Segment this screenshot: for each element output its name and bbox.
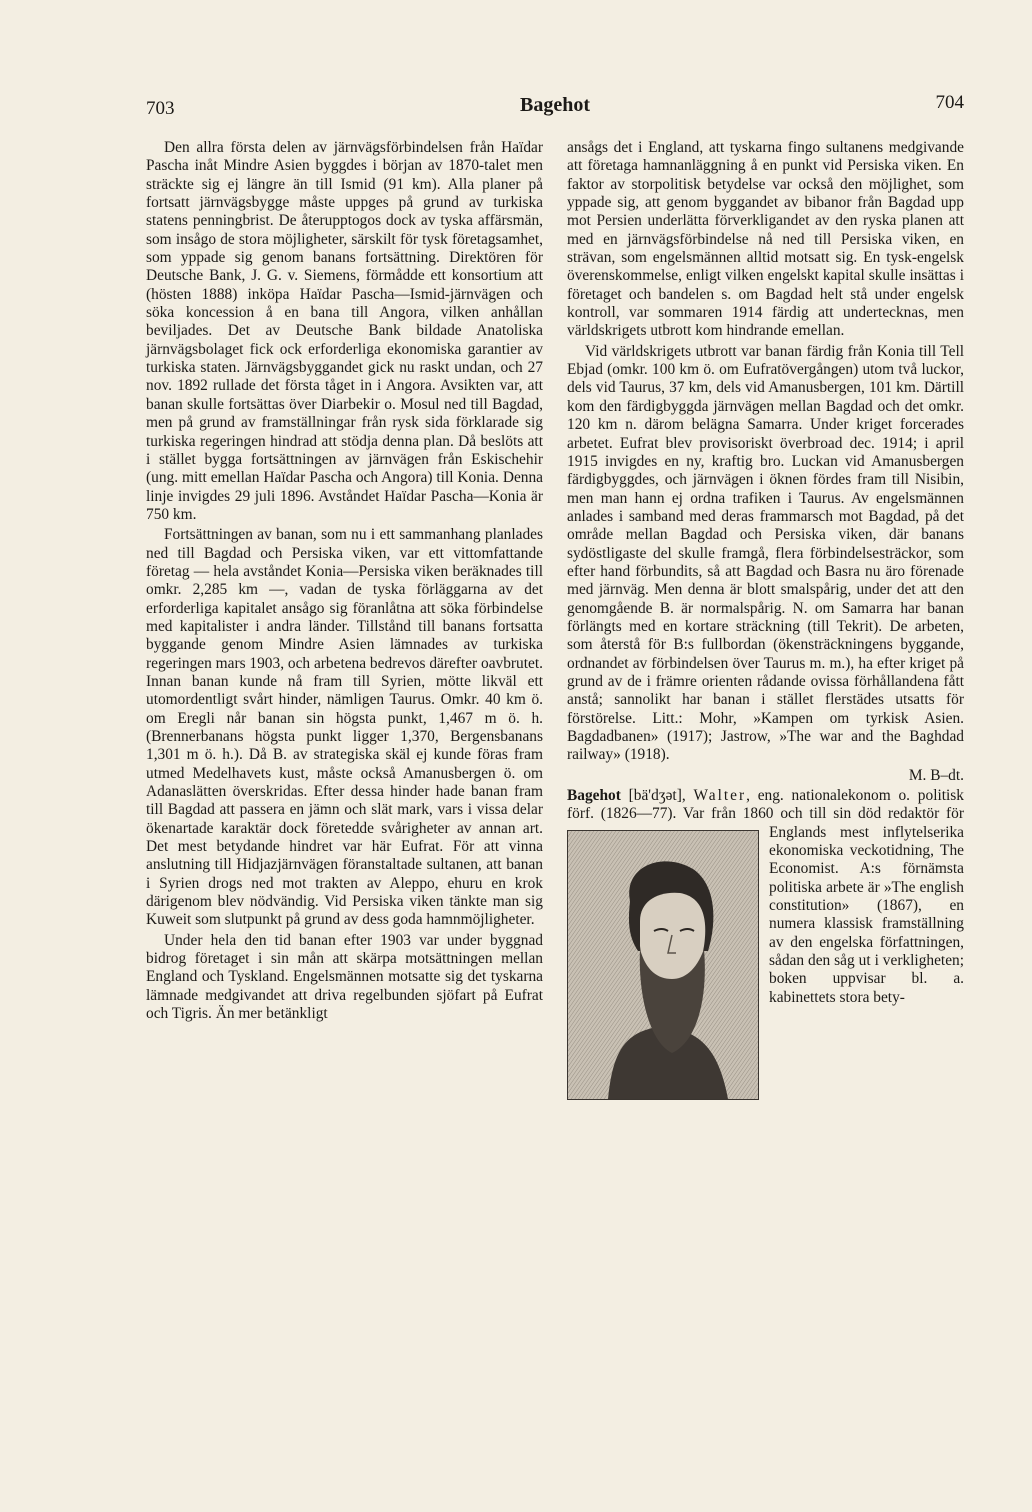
running-headword: Bagehot	[520, 94, 590, 116]
entry-bagehot	[567, 787, 964, 1007]
bearded-man-portrait-icon	[568, 831, 758, 1099]
page-header	[146, 92, 964, 122]
paragraph-railway-history: Den allra första delen av järnvägsförbindelsen från Haïdar Pascha inåt Mindre Asien byggdes i början av 1870-talet men sträckte sig ej längre än till Ismid (91 km). Alla planer på fortsatt järnvägsbygge måste uppges på grund av turkiska statens penningbrist. De återupptogos dock av tyska affärsmän, som insågo de stora möjligheter, särskilt för tysk företagsamhet, som yppade sig genom banans fortsättning. Direktören för Deutsche Bank, J. G. v. Siemens, förmådde ett konsortium att (hösten 1888) inköpa Haïdar Pascha—Ismid-järnvägen och söka koncession å en bana till Angora, vilken anhållan beviljades. Det av Deutsche Bank bildade Anatoliska järnvägsbolaget fick ock erforderliga ekonomiska garantier av turkiska staten. Järnvägsbyggandet gick nu raskt undan, och 27 nov. 1892 rullade det första tåget in i Angora. Avsikten var, att banan skulle fortsättas över Diarbekir o. Mosul ned till Bagdad, men på grund av framställningar från rysk sida förklarade sig turkiska regeringen hindrad att stödja denna plan. Då beslöts att i stället bygga fortsättningen av järnvägen från Eskischehir (ung. mitt emellan Haïdar Pascha och Angora) till Konia. Denna linje invigdes 29 juli 1896. Avståndet Haïdar Pascha—Konia är 750 km.	[146, 139, 543, 523]
entry-intro-text: , eng. nationalekonom o. politisk förf. (1826—77). Var från 1860 och till sin död redaktör för Eng	[567, 787, 964, 841]
left-column	[146, 139, 543, 1024]
paragraph-war-status: Vid världskrigets utbrott var banan färdig från Konia till Tell Ebjad (omkr. 100 km ö. om Eufratövergången) utom två luckor, dels vid Taurus, 37 km, dels vid Amanusbergen, 101 km. Därtill kom den färdigbyggda järnvägen mellan Bagdad och det omkr. 120 km n. därom belägna Samarra. Under kriget forcerades arbetet. Eufrat blev provisoriskt överbroad dec. 1914; i april 1915 invigdes en ny, kraftig bro. Luckan vid Amanusbergen färdigbyggdes, och järnvägen i öknen fördes fram till Nisibin, men man hann ej ordna trafiken i Taurus. Av engelsmännen anlades i samband med deras frammarsch mot Bagdad, på det område mellan Bagdad och Persiska viken, där banans sydöstligaste del skulle framgå, flera förbindelsesträckor, som efter hand förbundits, så att Bagdad och Basra nu äro förenade med järnväg. Men denna är blott smalspårig, under det att den genomgående B. är normalspårig. N. om Samarra har banan förlängts med en kortare sträckning (till Tekrit). De arbeten, som återstå för B:s fullbordan (ökensträckningens byggande, ordnandet av förbindelsen över Taurus m. m.), ha efter kriget på grund av de i främre orienten rådande ovissa förhållandena fått anstå; sannolikt har banan i stället flerstädes utsatts för förstörelse. Litt.: Mohr, »Kampen om tyrkisk Asien. Bagdadbanen» (1917); Jastrow, »The war and the Baghdad railway» (1918).	[567, 342, 964, 764]
entry-pronunciation: [bä'dʒət],	[620, 787, 694, 805]
paragraph-railway-continuation: Fortsättningen av banan, som nu i ett sammanhang planlades ned till Bagdad och Persiska viken, var ett vittomfattande företag — hela avståndet Konia—Persiska viken beräknades till omkr. 2,285 km —, vadan de tyska förläggarna av det erforderliga kapitalet ansågo sig föranlåtna att söka förbindelse med kapitalister i andra länder. Tillstånd till banans fortsatta byggande genom Mindre Asien lämnades av turkiska regeringen mars 1903, och arbetena bedrevos därefter oavbrutet. Innan banan kunde nå fram till Syrien, mötte likväl ett utomordentligt svårt hinder, nämligen Taurus. Omkr. 40 km ö. om Eregli når banan sin högsta punkt, 1,467 m ö. h. (Brennerbanans högsta punkt ligger 1,370, Bergensbanans 1,301 m ö. h.). Då B. av strategiska skäl ej kunde föras fram utmed Medelhavets kust, måste också Amanusbergen ö. om Adanaslätten överskridas. Efter dessa hinder hade banan fram till Bagdad att passera en jämn och slät mark, vars i vissa delar ökenartade karaktär dock företedde svårigheter av annan art. Det mest betydande hindret var här Eufrat. För att vinna anslutning till Hidjazjärnvägen föranstaltade sultanen, att banan i Syrien drogs ned mot trakten av Aleppo, ehuru en krok därigenom blev nödvändig. Vid Persiska viken tänkte man sig Kuweit som slutpunkt på grund av dess goda hamnmöjligheter.	[146, 526, 543, 929]
paragraph-anglo-german-rivalry: Under hela den tid banan efter 1903 var under byggnad bidrog företaget i sin mån att skärpa motsättningen mellan England och Tyskland. Engelsmännen motsatte sig det tyskarna lämnade medgivandet att driva regelbunden sjöfart på Eufrat och Tigris. Än mer betänkligt	[146, 931, 543, 1023]
portrait-engraving	[567, 830, 759, 1100]
page-number-left: 703	[146, 98, 175, 119]
page-number-right: 704	[935, 92, 964, 113]
entry-given-name: Walter	[693, 787, 747, 805]
right-column	[567, 139, 964, 1104]
author-signature: M. B–dt.	[908, 766, 964, 784]
paragraph-persian-gulf: ansågs det i England, att tyskarna fingo sultanens medgivande att företaga hamnanläggning å en punkt vid Persiska viken. En faktor av storpolitisk betydelse var också den möjlighet, som yppade sig, att genom byggandet av bibanor från Bagdad upp mot Persien underlätta förverkligandet av den ryska planen att med en järnvägsförbindelse nå ned till Persiska viken, en strävan, som engelsmännen alltid motsatt sig. En tysk-engelsk överenskommelse, enligt vilken engelskt kapital skulle insättas i företaget och bandelen s. om Bagdad helt stå under engelsk kontroll, var sommaren 1914 färdig att undertecknas, men världskrigets utbrott kom hindrande emellan.	[567, 139, 964, 340]
entry-continued-text: lands mest inflytelserika ekonomiska veckotidning, The Economist. A:s förnämsta politiska arbete är »The english constitution» (1867), en numera klassisk framställning av den engelska författningen, sådan den såg ut i verkligheten; boken uppvisar bl. a. kabinettets stora bety-	[769, 823, 964, 1006]
entry-headword: Bagehot	[567, 787, 621, 805]
